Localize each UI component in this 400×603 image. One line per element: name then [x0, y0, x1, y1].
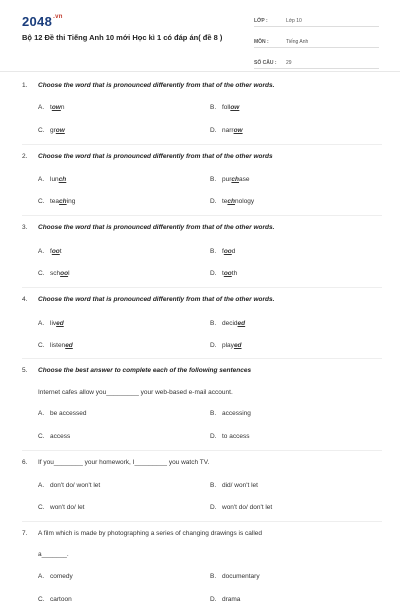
option-text: don't do/ won't let	[50, 482, 101, 489]
answer-option-c[interactable]	[38, 433, 70, 440]
option-letter: D.	[210, 198, 217, 205]
option-text: comedy	[50, 573, 73, 580]
question-7	[22, 530, 382, 537]
option-text-suffix: th	[231, 270, 238, 277]
option-letter: B.	[210, 482, 217, 489]
question-prompt	[22, 296, 382, 303]
question-text: Choose the word that is pronounced differently from that of the other words.	[38, 82, 275, 89]
option-text: t	[222, 270, 224, 277]
option-text: f	[222, 248, 224, 255]
option-underlined-sound: ed	[233, 342, 242, 349]
answer-option-d[interactable]	[210, 433, 249, 440]
option-text-suffix: ase	[239, 176, 250, 183]
option-text: did/ won't let	[222, 482, 258, 489]
option-text: lun	[50, 176, 59, 183]
option-text: liv	[50, 320, 57, 327]
answer-option-b[interactable]	[210, 320, 245, 327]
option-text-suffix: nology	[235, 198, 255, 205]
meta-row-count	[254, 54, 379, 69]
question-prompt	[22, 153, 382, 160]
option-letter: B.	[210, 104, 217, 111]
answer-option-d[interactable]	[210, 270, 237, 277]
option-text: t	[50, 104, 52, 111]
option-underlined-sound: ch	[227, 198, 236, 205]
answer-option-a[interactable]	[38, 410, 87, 417]
answer-option-a[interactable]	[38, 320, 64, 327]
option-letter: A.	[38, 573, 45, 580]
meta-value: Lớp 10	[286, 18, 302, 24]
option-letter: C.	[38, 270, 45, 277]
option-text: listen	[50, 342, 66, 349]
question-number: 3.	[22, 224, 28, 231]
question-3	[22, 224, 382, 231]
option-letter: A.	[38, 482, 45, 489]
option-text: foll	[222, 104, 231, 111]
answer-option-a[interactable]	[38, 248, 62, 255]
option-underlined-sound: ow	[233, 127, 243, 134]
option-underlined-sound: ow	[230, 104, 240, 111]
page-header	[0, 0, 400, 72]
option-text: play	[222, 342, 234, 349]
meta-label: LỚP :	[254, 18, 268, 24]
question-text: A film which is made by photographing a series of changing drawings is called	[38, 530, 263, 537]
option-text: narr	[222, 127, 234, 134]
option-text: decid	[222, 320, 238, 327]
answer-option-b[interactable]	[210, 573, 260, 580]
meta-value: Tiếng Anh	[286, 39, 309, 45]
option-underlined-sound: oo	[223, 270, 232, 277]
option-letter: C.	[38, 504, 45, 511]
answer-option-b[interactable]	[210, 104, 239, 111]
answer-option-d[interactable]	[210, 342, 242, 349]
answer-option-a[interactable]	[38, 482, 100, 489]
question-separator	[22, 521, 382, 522]
question-separator	[22, 287, 382, 288]
option-underlined-sound: ow	[55, 127, 65, 134]
question-text: Choose the word that is pronounced differently from that of the other words.	[38, 224, 275, 231]
option-underlined-sound: ch	[59, 198, 67, 205]
option-underlined-sound: ch	[58, 176, 67, 183]
question-prompt	[22, 82, 382, 89]
option-letter: A.	[38, 176, 45, 183]
option-text: won't do/ don't let	[222, 504, 273, 511]
option-text: tea	[50, 198, 60, 205]
header-divider	[0, 71, 400, 72]
answer-option-c[interactable]	[38, 504, 84, 511]
document-meta	[254, 12, 379, 75]
option-letter: B.	[210, 320, 217, 327]
question-number: 5.	[22, 367, 28, 374]
option-letter: A.	[38, 104, 45, 111]
option-text-suffix: n	[60, 104, 65, 111]
question-4	[22, 296, 382, 303]
question-text: Choose the word that is pronounced differently from that of the other words	[38, 153, 273, 160]
option-text: pur	[222, 176, 232, 183]
question-number: 2.	[22, 153, 28, 160]
option-text: drama	[222, 596, 241, 603]
question-prompt	[22, 367, 382, 374]
option-letter: A.	[38, 248, 45, 255]
question-1	[22, 82, 382, 89]
option-underlined-sound: oo	[60, 270, 69, 277]
option-text-suffix: l	[68, 270, 70, 277]
question-text: Choose the best answer to complete each of the following sentences	[38, 367, 252, 374]
option-letter: C.	[38, 342, 45, 349]
question-6	[22, 459, 382, 466]
answer-option-d[interactable]	[210, 504, 272, 511]
option-text: be accessed	[50, 410, 87, 417]
option-letter: B.	[210, 573, 217, 580]
question-2	[22, 153, 382, 160]
document-title: Bộ 12 Đề thi Tiếng Anh 10 mới Học kì 1 có đáp án( đề 8 )	[22, 33, 223, 42]
question-sentence: a_______.	[38, 551, 69, 558]
option-text-suffix: ing	[66, 198, 76, 205]
question-number: 1.	[22, 82, 28, 89]
meta-label: MÔN :	[254, 39, 269, 45]
meta-label: SỐ CÂU :	[254, 60, 277, 66]
option-letter: D.	[210, 127, 217, 134]
option-underlined-sound: ed	[56, 320, 64, 327]
question-text: Choose the word that is pronounced differently from that of the other words.	[38, 296, 275, 303]
question-number: 4.	[22, 296, 28, 303]
logo-suffix: .vn	[53, 14, 63, 20]
option-text: gr	[50, 127, 56, 134]
option-letter: C.	[38, 198, 45, 205]
option-underlined-sound: ow	[51, 104, 61, 111]
option-letter: D.	[210, 596, 217, 603]
option-letter: C.	[38, 596, 45, 603]
answer-option-a[interactable]	[38, 573, 73, 580]
option-letter: C.	[38, 433, 45, 440]
question-number: 6.	[22, 459, 28, 466]
meta-row-class	[254, 12, 379, 27]
option-letter: B.	[210, 410, 217, 417]
question-text: If you________ your homework, I_________ you watch TV.	[38, 459, 210, 466]
site-logo[interactable]	[22, 14, 63, 29]
option-text-suffix: d	[231, 248, 236, 255]
meta-row-subject	[254, 33, 379, 48]
question-prompt	[22, 459, 382, 466]
option-text: sch	[50, 270, 61, 277]
option-letter: D.	[210, 504, 217, 511]
question-5	[22, 367, 382, 374]
option-letter: B.	[210, 248, 217, 255]
option-text: documentary	[222, 573, 260, 580]
option-letter: A.	[38, 410, 45, 417]
option-letter: A.	[38, 320, 45, 327]
option-letter: B.	[210, 176, 217, 183]
question-number: 7.	[22, 530, 28, 537]
answer-option-b[interactable]	[210, 248, 235, 255]
option-text: f	[50, 248, 52, 255]
option-text: won't do/ let	[50, 504, 85, 511]
question-prompt	[22, 530, 382, 537]
answer-option-d[interactable]	[210, 127, 243, 134]
option-letter: C.	[38, 127, 45, 134]
answer-option-a[interactable]	[38, 176, 66, 183]
option-text: access	[50, 433, 71, 440]
question-separator	[22, 215, 382, 216]
answer-option-a[interactable]	[38, 104, 64, 111]
option-underlined-sound: ch	[231, 176, 239, 183]
question-separator	[22, 144, 382, 145]
question-separator	[22, 358, 382, 359]
answer-option-b[interactable]	[210, 176, 249, 183]
answer-option-c[interactable]	[38, 127, 65, 134]
option-text: accessing	[222, 410, 251, 417]
question-separator	[22, 450, 382, 451]
option-letter: D.	[210, 342, 217, 349]
option-underlined-sound: ed	[65, 342, 73, 349]
option-text: cartoon	[50, 596, 72, 603]
answer-option-b[interactable]	[210, 410, 251, 417]
option-letter: D.	[210, 433, 217, 440]
option-text: te	[222, 198, 228, 205]
option-underlined-sound: oo	[51, 248, 60, 255]
answer-option-c[interactable]	[38, 198, 75, 205]
answer-option-c[interactable]	[38, 342, 73, 349]
option-text-suffix: t	[59, 248, 62, 255]
meta-value: 29	[286, 60, 292, 66]
option-letter: D.	[210, 270, 217, 277]
answer-option-b[interactable]	[210, 482, 258, 489]
question-prompt	[22, 224, 382, 231]
question-sentence: Internet cafes allow you_________ your web-based e-mail account.	[38, 389, 233, 396]
option-underlined-sound: ed	[237, 320, 246, 327]
option-underlined-sound: oo	[223, 248, 232, 255]
answer-option-d[interactable]	[210, 198, 254, 205]
answer-option-c[interactable]	[38, 270, 70, 277]
option-text: to access	[222, 433, 250, 440]
logo-text: 2048	[22, 14, 53, 29]
